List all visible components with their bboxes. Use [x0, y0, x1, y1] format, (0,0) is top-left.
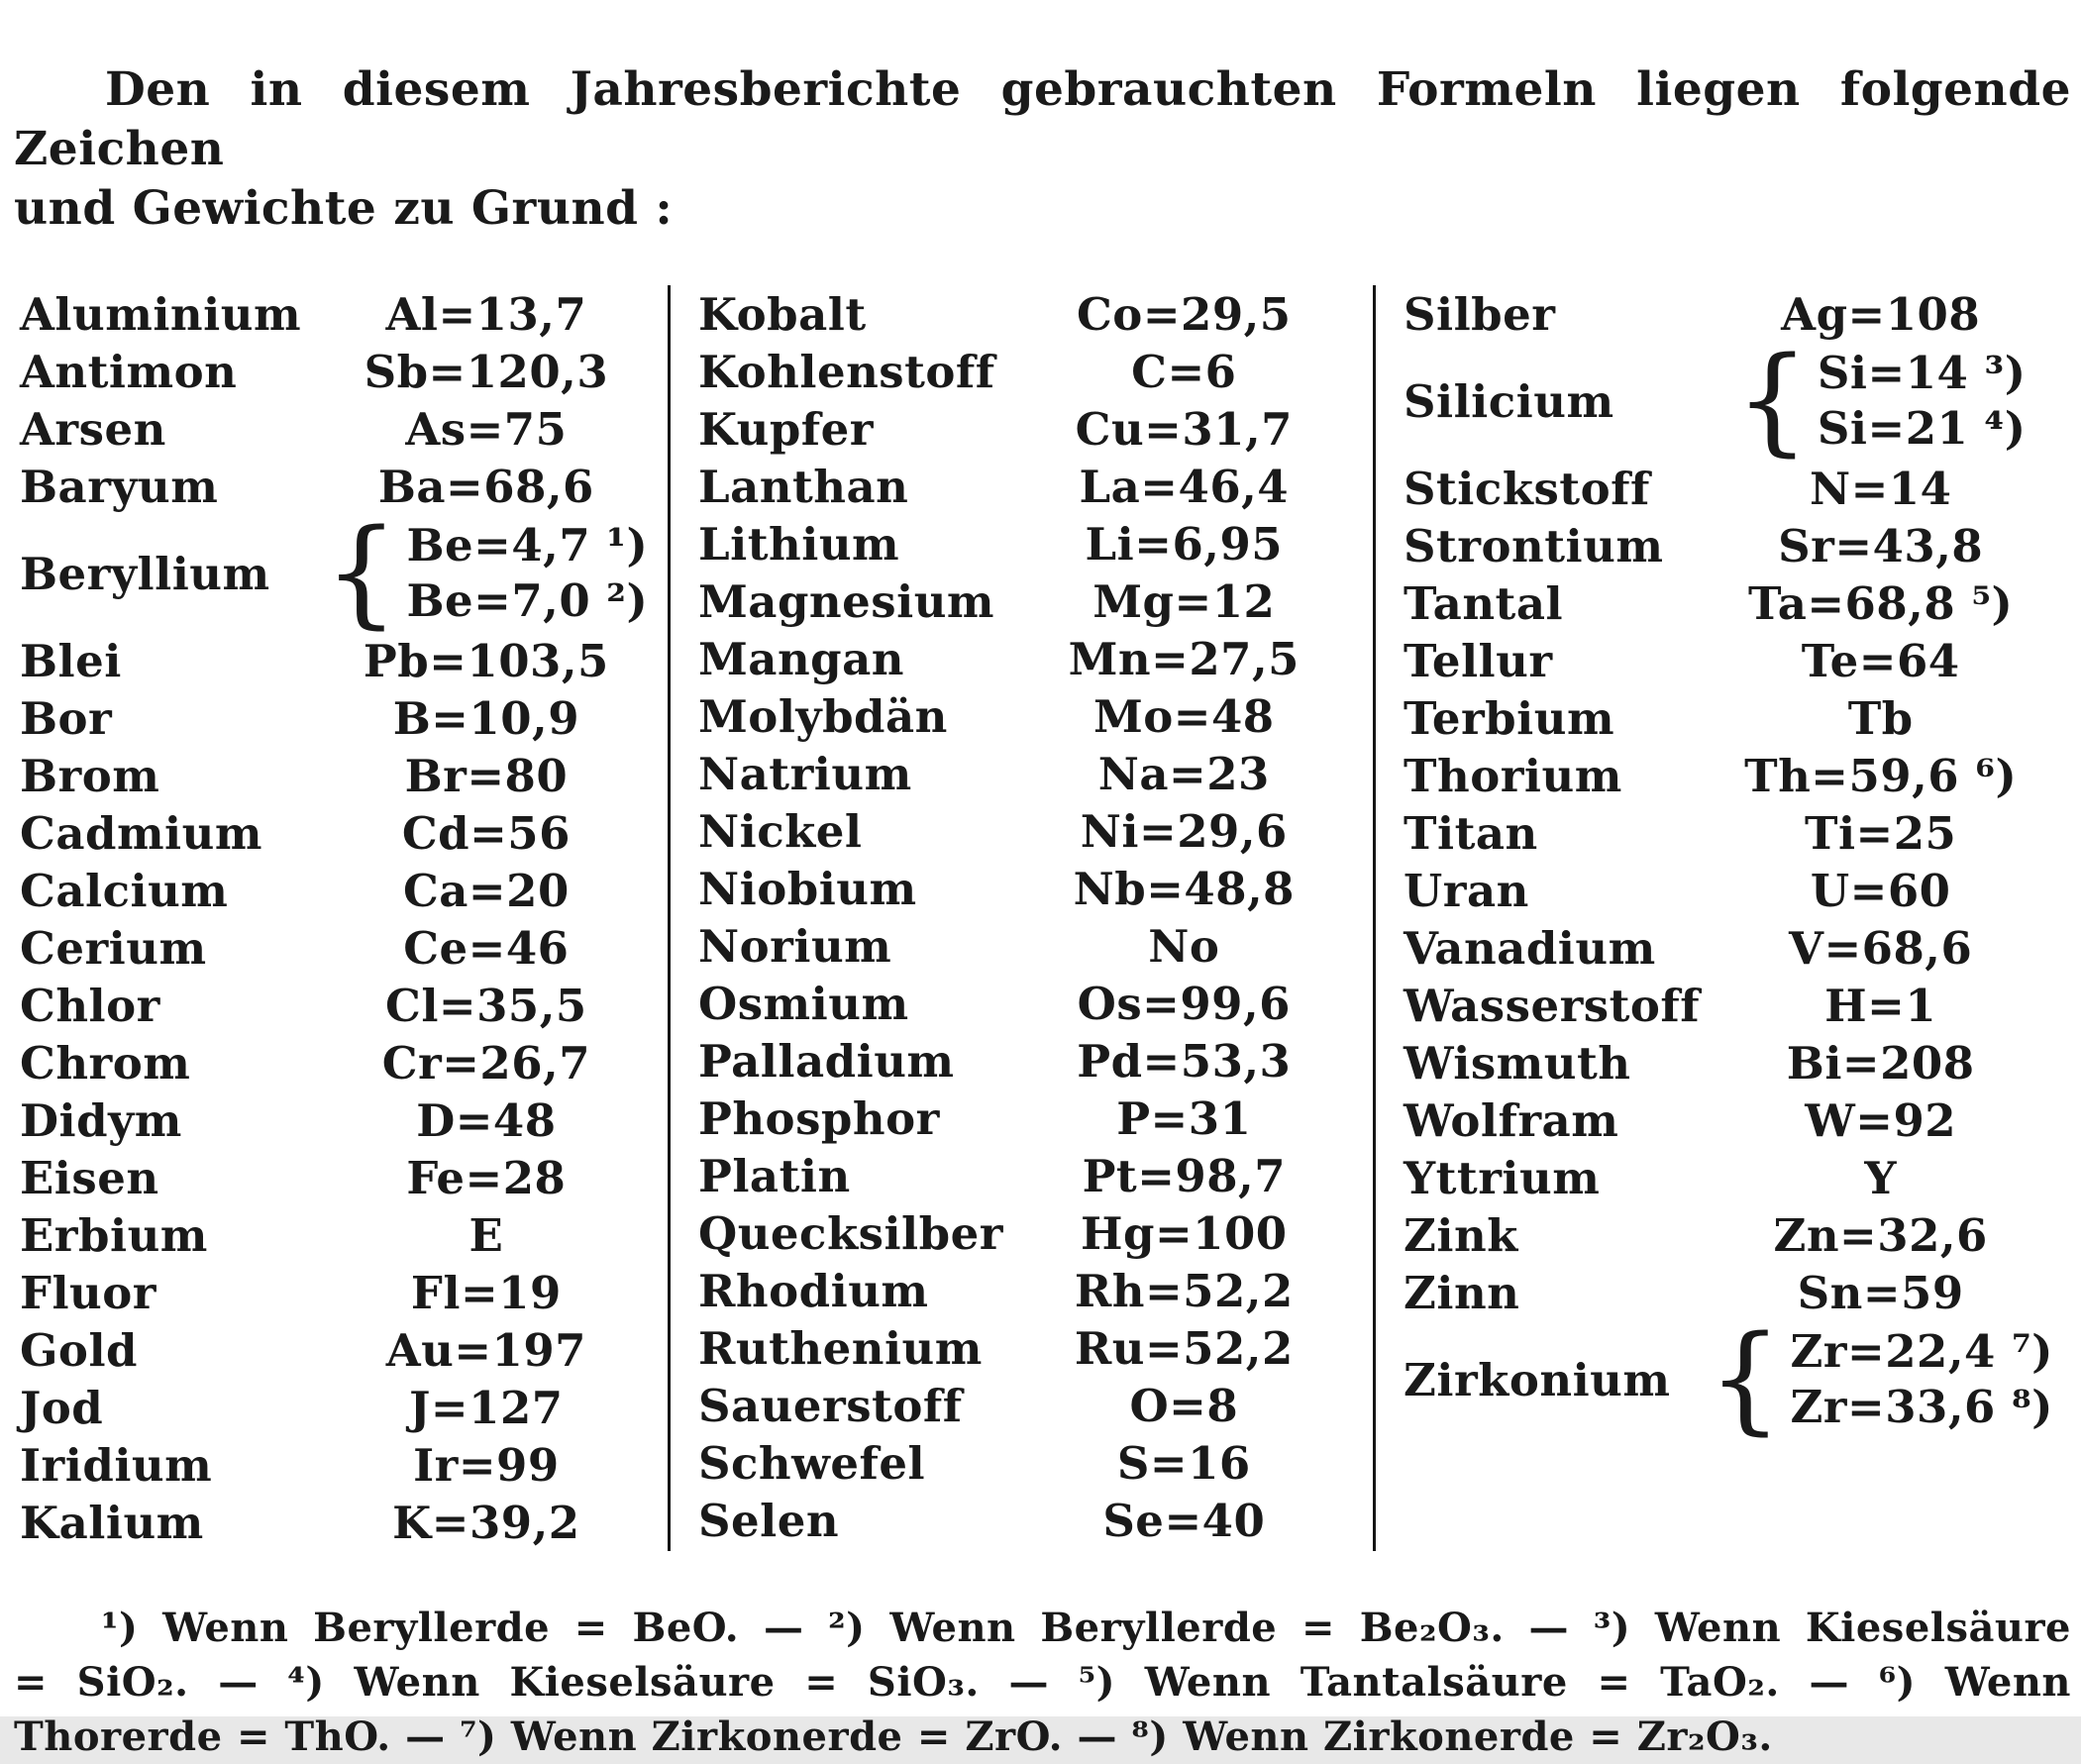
brace-glyph: { [1734, 330, 1810, 467]
element-value-cell [1695, 330, 2066, 467]
element-value-cell [305, 288, 668, 341]
element-value-cell [995, 518, 1373, 571]
element-row [698, 1204, 1373, 1262]
element-value: Se=40 [1102, 1494, 1266, 1547]
element-value: Ca=20 [402, 864, 570, 917]
element-value: Te=64 [1801, 634, 1960, 687]
element-row [1404, 689, 2066, 747]
element-row [20, 1149, 668, 1206]
element-value: Nb=48,8 [1073, 862, 1295, 915]
element-name: Silicium [1404, 374, 1614, 428]
element-value: Mo=48 [1093, 689, 1275, 743]
element-name: Erbium [20, 1208, 208, 1262]
element-value-cell [305, 1439, 668, 1492]
element-row [20, 977, 668, 1034]
element-name: Chlor [20, 979, 160, 1032]
element-value-cell [305, 635, 668, 687]
element-name: Wismuth [1404, 1036, 1631, 1090]
footnotes [14, 1601, 2071, 1764]
element-row [698, 975, 1373, 1032]
element-row [1404, 574, 2066, 632]
element-value-cell [1695, 750, 2066, 802]
element-name: Selen [698, 1494, 840, 1547]
element-value-cell [995, 575, 1373, 628]
element-name: Zink [1404, 1208, 1518, 1262]
element-value-cell [305, 692, 668, 745]
element-name: Phosphor [698, 1091, 940, 1145]
element-value-cell [1695, 865, 2066, 917]
element-value-cell [305, 922, 668, 975]
element-name: Kupfer [698, 402, 875, 456]
element-row [698, 630, 1373, 687]
element-row [698, 687, 1373, 745]
element-name: Kobalt [698, 287, 867, 341]
element-row [698, 458, 1373, 515]
element-value-cell [1695, 1152, 2066, 1204]
element-row [1404, 1091, 2066, 1149]
element-name: Arsen [20, 402, 166, 456]
element-value-cell [305, 750, 668, 802]
element-value-cell [995, 863, 1373, 915]
element-value: Pb=103,5 [363, 634, 609, 687]
element-value: Rh=52,2 [1074, 1264, 1294, 1317]
element-name: Stickstoff [1404, 462, 1650, 515]
element-name: Cerium [20, 921, 207, 975]
element-value-cell [995, 920, 1373, 973]
footnote-line: Thorerde = ThO. — ⁷) Wenn Zirkonerde = ZrO. — ⁸) Wenn Zirkonerde = Zr₂O₃. [14, 1713, 1773, 1760]
element-value: O=8 [1129, 1379, 1239, 1432]
element-row [20, 1034, 668, 1091]
element-name: Aluminium [20, 287, 302, 341]
element-value-cell [305, 346, 668, 398]
element-value: Ce=46 [403, 921, 570, 975]
element-value-cell [995, 288, 1373, 341]
element-value-cell [995, 978, 1373, 1030]
element-name: Brom [20, 749, 160, 802]
element-value-cell [1695, 807, 2066, 860]
element-value-cell [1695, 463, 2066, 515]
element-row [20, 747, 668, 804]
element-value: Cl=35,5 [385, 979, 587, 1032]
element-value: Be=7,0 ²) [406, 574, 649, 627]
element-row [698, 1147, 1373, 1204]
element-value-cell [305, 1324, 668, 1377]
element-value: Br=80 [404, 749, 569, 802]
element-row [1404, 632, 2066, 689]
element-value: B=10,9 [392, 691, 580, 745]
element-row [1404, 1149, 2066, 1206]
element-name: Niobium [698, 862, 917, 915]
element-name: Schwefel [698, 1436, 926, 1490]
element-name: Vanadium [1404, 921, 1656, 975]
element-row [20, 919, 668, 977]
element-name: Calcium [20, 864, 229, 917]
intro-paragraph [14, 60, 2071, 239]
element-value: Zr=22,4 ⁷) [1790, 1325, 2053, 1378]
element-column-2 [668, 285, 1373, 1551]
element-value: P=31 [1116, 1091, 1252, 1145]
element-name: Lanthan [698, 460, 909, 513]
element-name: Terbium [1404, 691, 1615, 745]
element-row [1404, 1308, 2066, 1446]
element-value-cell [1695, 1308, 2066, 1446]
element-value: Y [1864, 1151, 1897, 1204]
element-row [20, 1264, 668, 1321]
element-row [698, 1434, 1373, 1492]
element-value-cell [305, 865, 668, 917]
element-value: As=75 [405, 402, 568, 456]
element-row [698, 745, 1373, 802]
element-name: Wolfram [1404, 1093, 1619, 1147]
element-value: Cr=26,7 [381, 1036, 591, 1090]
element-value: W=92 [1805, 1093, 1957, 1147]
element-name: Cadmium [20, 806, 262, 860]
element-value-cell [1695, 692, 2066, 745]
element-name: Wasserstoff [1404, 979, 1701, 1032]
element-row [20, 502, 668, 640]
element-row [1404, 330, 2066, 467]
intro-line-2: und Gewichte zu Grund : [14, 181, 674, 236]
element-value-cell [305, 1209, 668, 1262]
element-name: Ruthenium [698, 1321, 983, 1375]
element-row [1404, 919, 2066, 977]
brace-glyph: { [1708, 1308, 1783, 1446]
element-name: Zinn [1404, 1266, 1520, 1319]
element-weight-table [14, 285, 2071, 1551]
element-value: Be=4,7 ¹) [406, 519, 649, 571]
element-name: Chrom [20, 1036, 191, 1090]
element-value: U=60 [1810, 864, 1951, 917]
element-value: Pt=98,7 [1082, 1149, 1287, 1202]
element-name: Strontium [1404, 519, 1664, 572]
element-name: Iridium [20, 1438, 213, 1492]
element-value-cell [305, 1152, 668, 1204]
element-row [20, 1091, 668, 1149]
element-value: Th=59,6 ⁶) [1744, 749, 2018, 802]
element-value: Si=14 ³) [1817, 347, 2027, 399]
value-stack [1818, 346, 2027, 457]
footnote-line: = SiO₂. — ⁴) Wenn Kieselsäure = SiO₃. — ⁵) Wenn Tantalsäure = TaO₂. — ⁶) Wenn [14, 1659, 2071, 1706]
element-value-cell [1695, 520, 2066, 572]
element-value-cell [1695, 922, 2066, 975]
element-value-cell [305, 1267, 668, 1319]
element-value: E [468, 1208, 504, 1262]
element-value-cell [995, 805, 1373, 858]
element-value: Sn=59 [1797, 1266, 1964, 1319]
element-value-cell [1695, 635, 2066, 687]
element-value: Mn=27,5 [1068, 632, 1300, 685]
element-value-cell [995, 1322, 1373, 1375]
element-name: Antimon [20, 345, 238, 398]
element-value: Tb [1847, 691, 1914, 745]
element-name: Sauerstoff [698, 1379, 963, 1432]
element-name: Titan [1404, 806, 1538, 860]
element-value-cell [995, 748, 1373, 800]
element-value: Ag=108 [1781, 287, 1981, 341]
element-value: S=16 [1116, 1436, 1251, 1490]
element-name: Blei [20, 634, 122, 687]
element-row [698, 1262, 1373, 1319]
element-value-cell [995, 461, 1373, 513]
element-name: Molybdän [698, 689, 948, 743]
element-column-1 [14, 285, 668, 1551]
element-value: Ba=68,6 [377, 460, 594, 513]
element-row [20, 400, 668, 458]
element-value: Zn=32,6 [1773, 1208, 1988, 1262]
element-value: Ta=68,8 ⁵) [1748, 576, 2014, 630]
element-row [698, 572, 1373, 630]
element-value: Co=29,5 [1076, 287, 1292, 341]
element-value: V=68,6 [1789, 921, 1973, 975]
element-value: H=1 [1824, 979, 1937, 1032]
element-value: Al=13,7 [385, 287, 587, 341]
element-row [698, 1492, 1373, 1549]
element-name: Natrium [698, 747, 912, 800]
element-row [698, 285, 1373, 343]
element-value: Cd=56 [401, 806, 571, 860]
element-value: Fl=19 [410, 1266, 562, 1319]
element-row [698, 515, 1373, 572]
element-row [20, 632, 668, 689]
element-name: Yttrium [1404, 1151, 1601, 1204]
element-value-cell [305, 1094, 668, 1147]
element-value-cell [305, 980, 668, 1032]
element-value-cell [1695, 1037, 2066, 1090]
element-value: Mg=12 [1093, 574, 1276, 628]
element-row [1404, 862, 2066, 919]
element-value-cell [1695, 577, 2066, 630]
element-value-cell [305, 1037, 668, 1090]
element-name: Tantal [1404, 576, 1564, 630]
element-row [20, 862, 668, 919]
element-value: Bi=208 [1786, 1036, 1975, 1090]
intro-line-1: Den in diesem Jahresberichte gebrauchten Formeln liegen folgende Zeichen [14, 62, 2071, 176]
element-value-cell [305, 502, 668, 640]
element-value-cell [995, 1437, 1373, 1490]
element-value: J=127 [409, 1381, 564, 1434]
element-value-cell [305, 807, 668, 860]
element-name: Fluor [20, 1266, 156, 1319]
element-row [20, 1436, 668, 1494]
element-row [20, 1494, 668, 1551]
element-row [698, 802, 1373, 860]
footnote-line: ¹) Wenn Beryllerde = BeO. — ²) Wenn Beryllerde = Be₂O₃. — ³) Wenn Kieselsäure [101, 1605, 2071, 1651]
element-name: Kohlenstoff [698, 345, 995, 398]
element-value-cell [995, 1035, 1373, 1088]
element-value: Na=23 [1097, 747, 1270, 800]
element-name: Palladium [698, 1034, 955, 1088]
element-row [698, 1032, 1373, 1090]
element-value: Ni=29,6 [1080, 804, 1288, 858]
element-name: Beryllium [20, 547, 270, 600]
element-value: Au=197 [385, 1323, 586, 1377]
element-name: Silber [1404, 287, 1556, 341]
element-row [1404, 747, 2066, 804]
element-value: La=46,4 [1079, 460, 1290, 513]
element-value: D=48 [416, 1093, 557, 1147]
element-name: Lithium [698, 517, 900, 571]
element-row [1404, 977, 2066, 1034]
element-value: Ir=99 [413, 1438, 560, 1492]
brace-glyph: { [324, 502, 399, 640]
element-name: Rhodium [698, 1264, 929, 1317]
element-row [698, 1090, 1373, 1147]
element-value: Cu=31,7 [1075, 402, 1293, 456]
element-row [698, 917, 1373, 975]
element-name: Thorium [1404, 749, 1622, 802]
element-column-3 [1373, 285, 2066, 1551]
element-value-cell [305, 403, 668, 456]
element-value-cell [995, 1495, 1373, 1547]
element-name: Zirkonium [1404, 1353, 1671, 1406]
element-value-cell [1695, 1094, 2066, 1147]
element-value: No [1148, 919, 1220, 973]
element-row [1404, 1206, 2066, 1264]
element-name: Norium [698, 919, 892, 973]
element-row [20, 285, 668, 343]
element-value: Li=6,95 [1085, 517, 1284, 571]
element-name: Uran [1404, 864, 1529, 917]
value-stack [406, 518, 648, 629]
element-row [1404, 1034, 2066, 1091]
element-name: Eisen [20, 1151, 159, 1204]
element-name: Nickel [698, 804, 863, 858]
element-value-cell [995, 633, 1373, 685]
element-row [20, 1321, 668, 1379]
element-value-cell [995, 1150, 1373, 1202]
element-name: Mangan [698, 632, 905, 685]
element-value-cell [995, 690, 1373, 743]
element-name: Didym [20, 1093, 182, 1147]
element-value-cell [995, 1092, 1373, 1145]
element-row [698, 1319, 1373, 1377]
element-row [20, 1206, 668, 1264]
element-value: Pd=53,3 [1077, 1034, 1292, 1088]
element-value: Ru=52,2 [1074, 1321, 1294, 1375]
element-name: Magnesium [698, 574, 995, 628]
element-name: Kalium [20, 1496, 204, 1549]
element-value: K=39,2 [392, 1496, 580, 1549]
element-value-cell [995, 1380, 1373, 1432]
element-value: C=6 [1131, 345, 1237, 398]
element-value: Zr=33,6 ⁸) [1790, 1381, 2053, 1433]
element-row [698, 343, 1373, 400]
element-value: Si=21 ⁴) [1817, 402, 2027, 455]
element-row [20, 1379, 668, 1436]
element-value: Sb=120,3 [364, 345, 609, 398]
element-value-cell [995, 403, 1373, 456]
element-value: Sr=43,8 [1778, 519, 1984, 572]
element-row [698, 400, 1373, 458]
element-name: Gold [20, 1323, 139, 1377]
element-value-cell [305, 1382, 668, 1434]
element-value-cell [1695, 1209, 2066, 1262]
element-value-cell [995, 1265, 1373, 1317]
element-row [1404, 804, 2066, 862]
element-value-cell [995, 346, 1373, 398]
element-value: Os=99,6 [1077, 977, 1291, 1030]
element-value-cell [1695, 980, 2066, 1032]
element-value: Hg=100 [1080, 1206, 1288, 1260]
element-row [20, 804, 668, 862]
value-stack [1790, 1324, 2053, 1435]
element-name: Jod [20, 1381, 104, 1434]
element-value: Ti=25 [1804, 806, 1957, 860]
element-row [1404, 460, 2066, 517]
element-row [698, 860, 1373, 917]
element-name: Baryum [20, 460, 219, 513]
element-name: Quecksilber [698, 1206, 1003, 1260]
element-row [20, 689, 668, 747]
element-value-cell [305, 1497, 668, 1549]
element-name: Bor [20, 691, 113, 745]
element-row [698, 1377, 1373, 1434]
element-row [20, 343, 668, 400]
element-name: Platin [698, 1149, 851, 1202]
element-value: N=14 [1809, 462, 1952, 515]
element-value-cell [995, 1207, 1373, 1260]
element-value: Fe=28 [406, 1151, 567, 1204]
element-row [1404, 517, 2066, 574]
element-name: Osmium [698, 977, 909, 1030]
element-name: Tellur [1404, 634, 1553, 687]
